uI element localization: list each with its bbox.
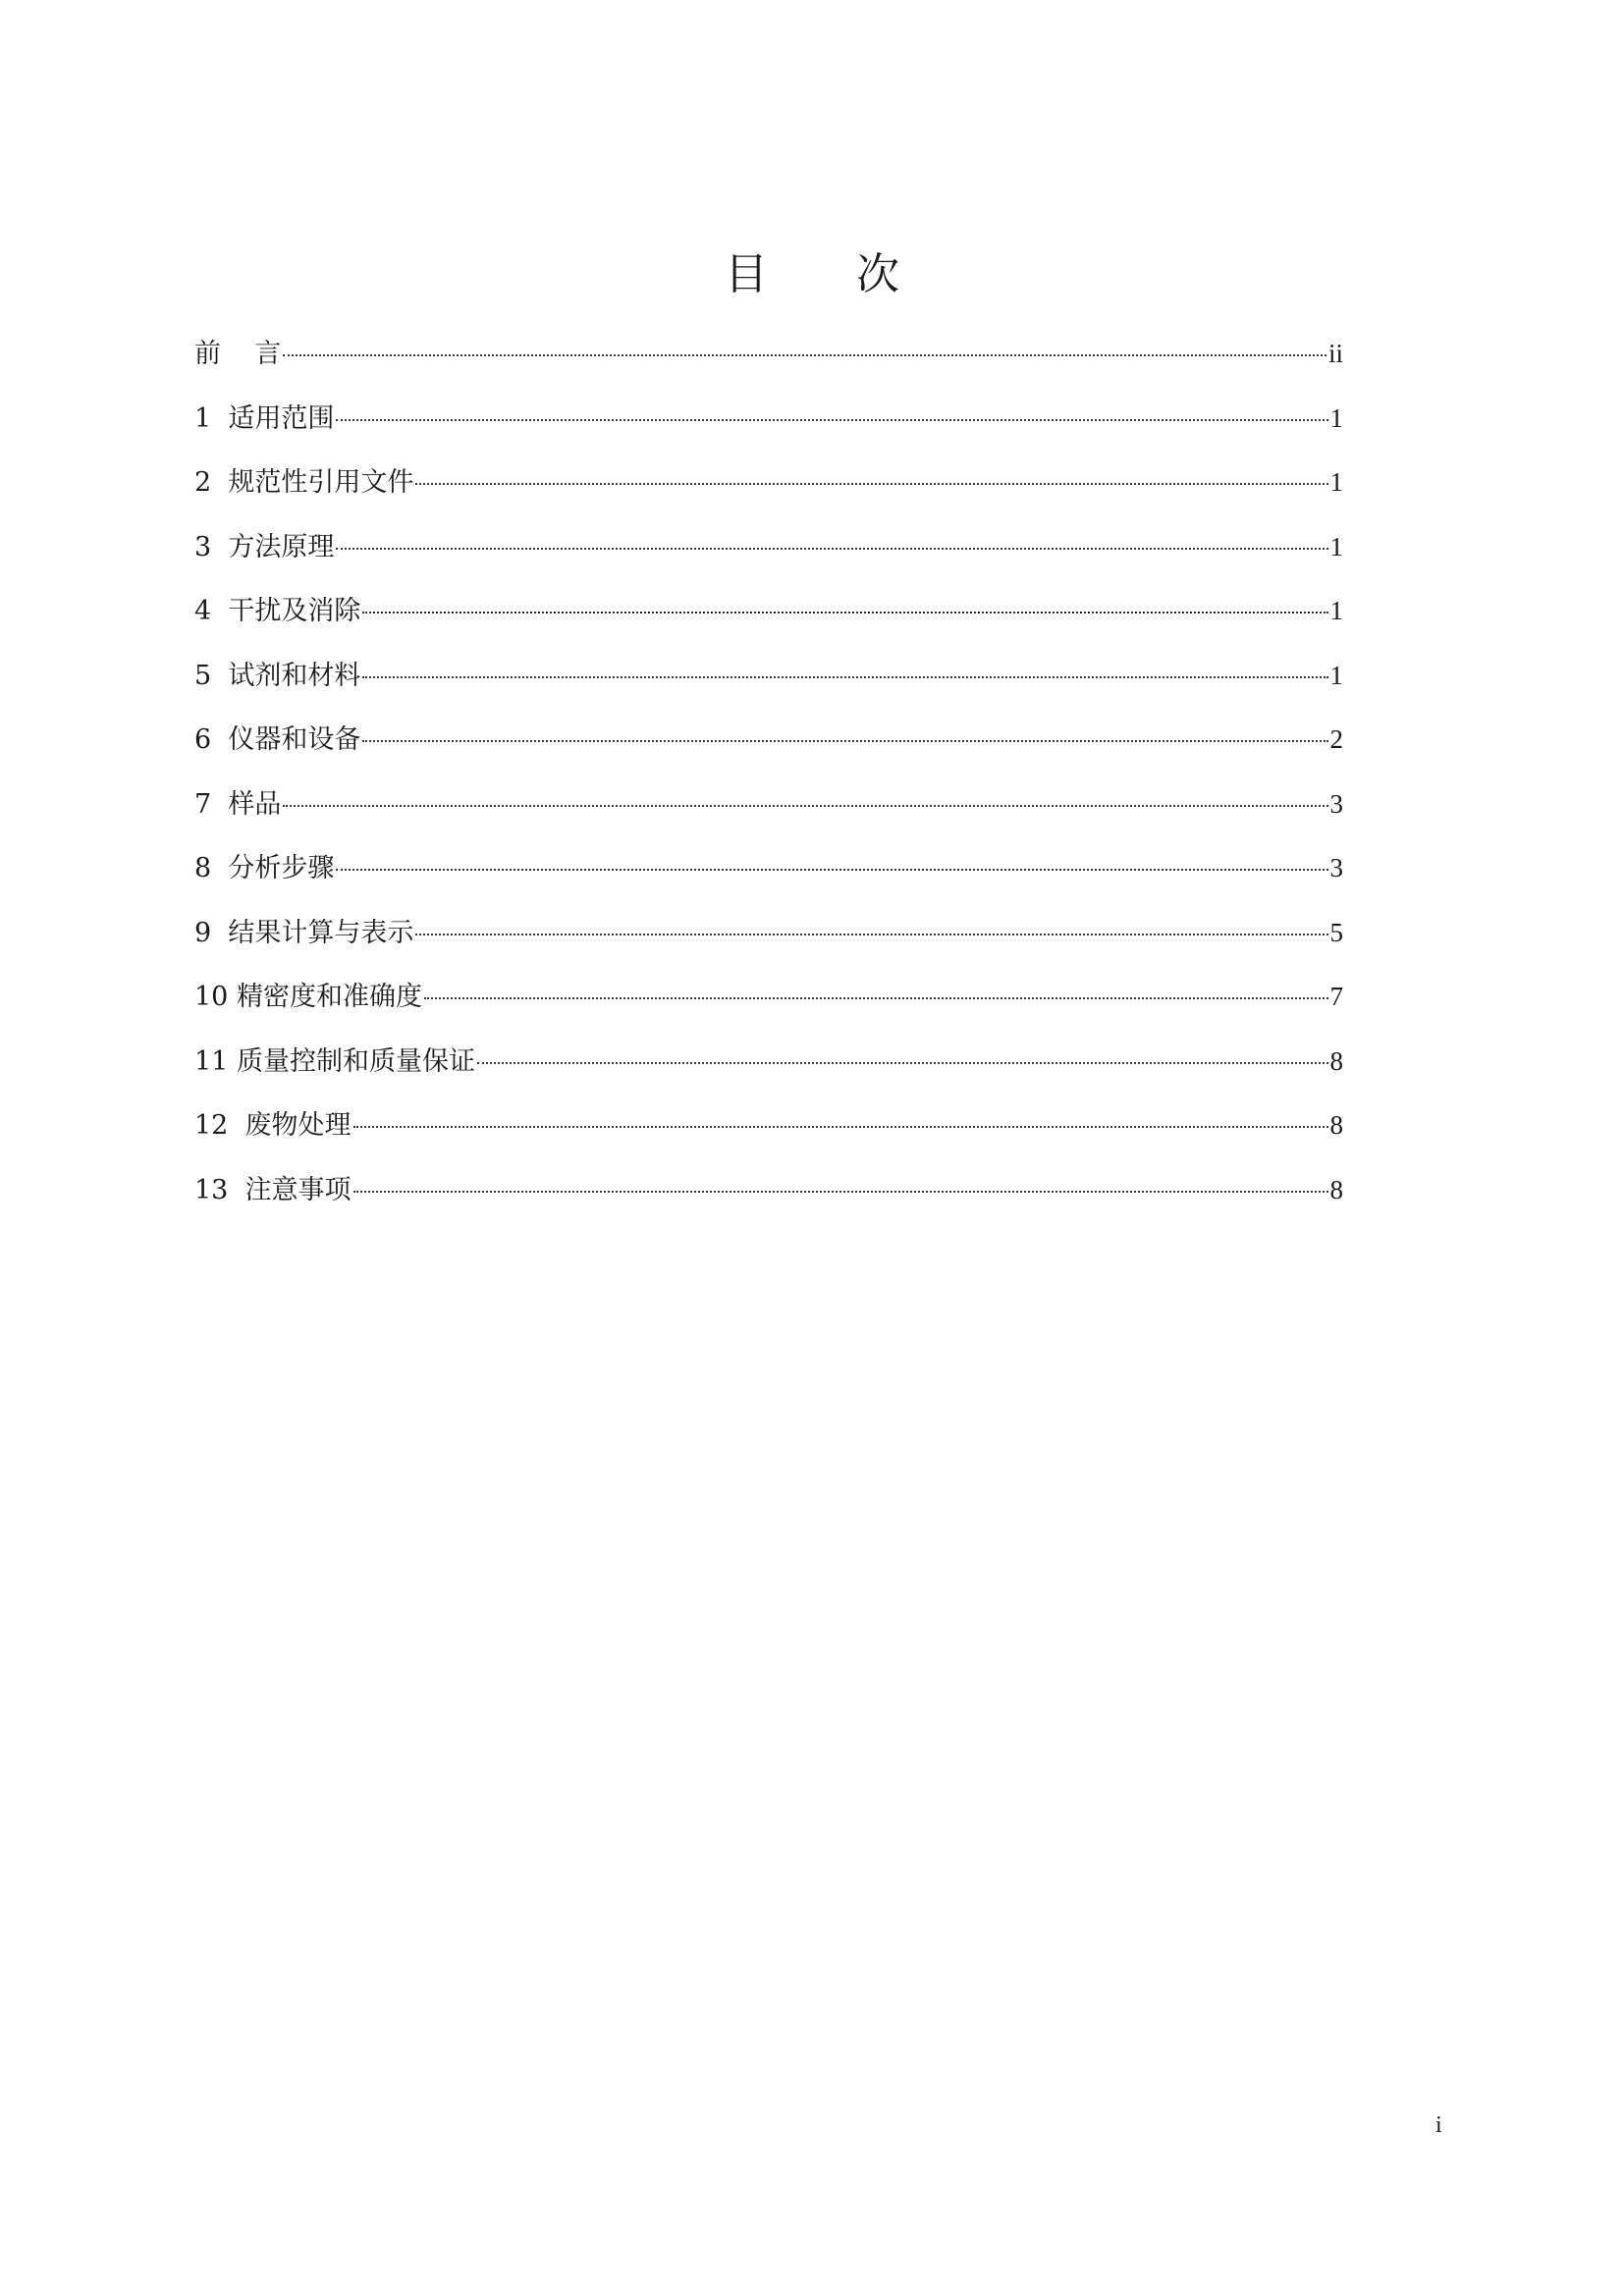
toc-leader-dots — [477, 1062, 1328, 1064]
toc-leader-dots — [283, 805, 1327, 807]
toc-entry-principle[interactable] — [194, 523, 1343, 588]
toc-entry-normative-references[interactable] — [194, 458, 1343, 523]
toc-entry-page: 2 — [1329, 724, 1343, 754]
toc-entry-page: 3 — [1329, 853, 1343, 882]
toc-entry-page: 1 — [1329, 402, 1343, 433]
toc-title: 目 次 — [725, 249, 937, 299]
toc-entry-precautions[interactable] — [194, 1166, 1343, 1231]
toc-entry-label: 10 精密度和准确度 — [194, 982, 422, 1012]
toc-leader-dots — [336, 548, 1327, 550]
toc-leader-dots — [362, 740, 1327, 742]
toc-entry-page: 8 — [1329, 1174, 1343, 1204]
toc-entry-page: 1 — [1329, 531, 1343, 561]
toc-entry-page: 7 — [1329, 982, 1343, 1011]
toc-leader-dots — [415, 483, 1327, 485]
toc-leader-dots — [353, 1191, 1328, 1193]
toc-entry-page: 1 — [1329, 660, 1343, 690]
toc-list — [194, 330, 1343, 1230]
toc-entry-label: 6 仪器和设备 — [194, 724, 361, 755]
toc-entry-scope[interactable] — [194, 395, 1343, 459]
toc-entry-page: 8 — [1329, 1045, 1343, 1076]
toc-entry-precision[interactable] — [194, 973, 1343, 1038]
toc-entry-page: 1 — [1329, 596, 1343, 625]
toc-entry-label: 2 规范性引用文件 — [194, 467, 414, 498]
toc-leader-dots — [336, 869, 1327, 871]
toc-leader-dots — [336, 419, 1327, 421]
toc-entry-waste-disposal[interactable] — [194, 1101, 1343, 1166]
toc-entry-label: 8 分析步骤 — [194, 853, 335, 883]
toc-entry-label: 4 干扰及消除 — [194, 596, 361, 626]
toc-entry-page: 5 — [1329, 917, 1343, 947]
toc-leader-dots — [283, 354, 1326, 356]
toc-entry-label: 11 质量控制和质量保证 — [194, 1045, 475, 1077]
toc-entry-label: 13 注意事项 — [194, 1174, 352, 1205]
toc-entry-label: 12 废物处理 — [194, 1110, 352, 1141]
toc-entry-label: 9 结果计算与表示 — [194, 917, 414, 948]
toc-entry-quality-control[interactable] — [194, 1038, 1343, 1102]
toc-entry-calculation[interactable] — [194, 909, 1343, 974]
toc-leader-dots — [415, 934, 1327, 935]
toc-leader-dots — [362, 676, 1327, 678]
toc-entry-apparatus[interactable] — [194, 716, 1343, 780]
toc-entry-page: ii — [1327, 339, 1343, 368]
toc-entry-page: 3 — [1329, 788, 1343, 819]
toc-entry-page: 8 — [1329, 1110, 1343, 1140]
toc-entry-label: 5 试剂和材料 — [194, 660, 361, 691]
page-number: i — [1435, 2112, 1442, 2138]
toc-leader-dots — [362, 612, 1327, 614]
toc-leader-dots — [424, 997, 1328, 999]
toc-entry-reagents[interactable] — [194, 652, 1343, 717]
toc-entry-interference[interactable] — [194, 587, 1343, 652]
toc-entry-page: 1 — [1329, 467, 1343, 497]
toc-entry-samples[interactable] — [194, 780, 1343, 845]
toc-entry-procedure[interactable] — [194, 844, 1343, 909]
toc-entry-label: 1 适用范围 — [194, 402, 335, 434]
toc-entry-label: 3 方法原理 — [194, 531, 335, 562]
toc-entry-label: 7 样品 — [194, 788, 282, 820]
toc-entry-foreword[interactable] — [194, 330, 1343, 395]
toc-leader-dots — [353, 1126, 1328, 1128]
toc-entry-label: 前 言 — [194, 339, 282, 369]
